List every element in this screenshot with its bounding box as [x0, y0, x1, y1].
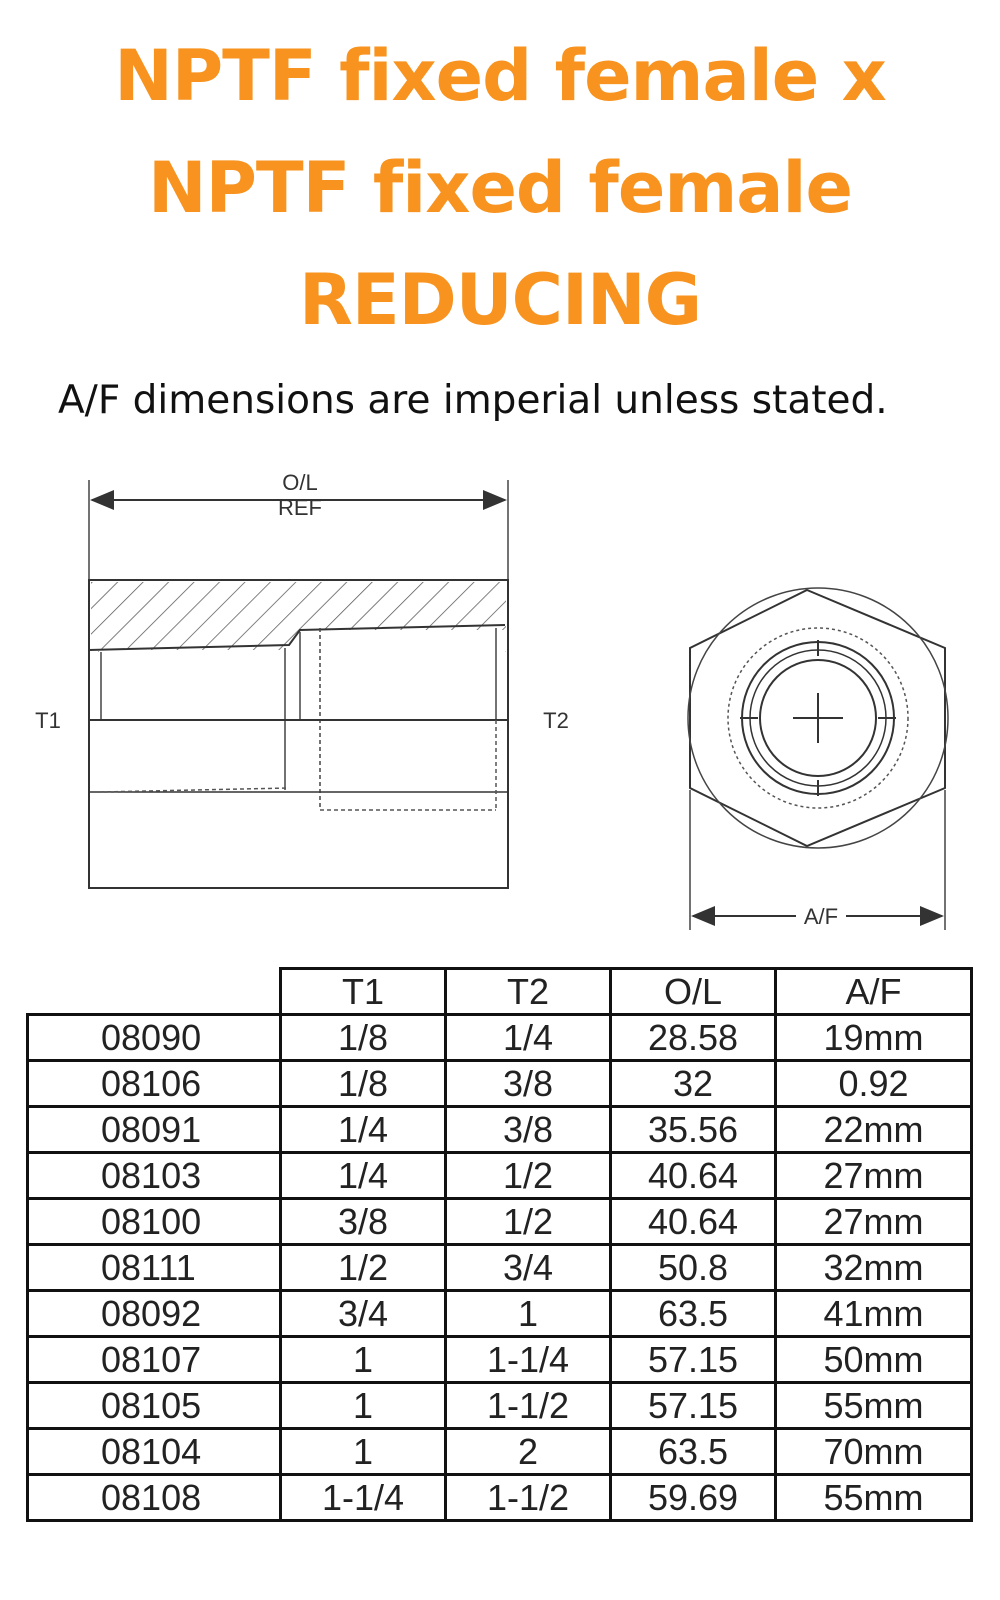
cell-af: 50mm — [776, 1337, 972, 1383]
header-blank — [28, 969, 281, 1015]
cell-af: 32mm — [776, 1245, 972, 1291]
cell-part-number: 08105 — [28, 1383, 281, 1429]
table-row — [28, 1383, 972, 1429]
header-ol: O/L — [611, 969, 776, 1015]
fitting-technical-drawing — [0, 470, 1000, 940]
cell-ol: 28.58 — [611, 1015, 776, 1061]
cell-t1: 1-1/4 — [281, 1475, 446, 1521]
cell-part-number: 08104 — [28, 1429, 281, 1475]
cell-af: 41mm — [776, 1291, 972, 1337]
cell-t2: 1/2 — [446, 1199, 611, 1245]
table-row — [28, 1199, 972, 1245]
cell-af: 27mm — [776, 1199, 972, 1245]
table-row — [28, 1291, 972, 1337]
cell-part-number: 08103 — [28, 1153, 281, 1199]
table-row — [28, 1475, 972, 1521]
cell-t1: 1 — [281, 1337, 446, 1383]
cell-t2: 3/8 — [446, 1107, 611, 1153]
cell-af: 55mm — [776, 1475, 972, 1521]
page-title — [0, 20, 1000, 356]
cell-part-number: 08100 — [28, 1199, 281, 1245]
title-line-1: NPTF fixed female x — [114, 35, 886, 117]
cell-ol: 40.64 — [611, 1153, 776, 1199]
cell-part-number: 08107 — [28, 1337, 281, 1383]
cell-t2: 2 — [446, 1429, 611, 1475]
cell-af: 22mm — [776, 1107, 972, 1153]
subtitle: A/F dimensions are imperial unless stated. — [58, 378, 888, 423]
cell-t2: 1-1/2 — [446, 1383, 611, 1429]
title-line-2: NPTF fixed female — [148, 147, 852, 229]
side-view — [35, 470, 569, 888]
cell-ol: 63.5 — [611, 1291, 776, 1337]
cell-part-number: 08106 — [28, 1061, 281, 1107]
t1-label: T1 — [35, 708, 61, 733]
t2-label: T2 — [543, 708, 569, 733]
af-label: A/F — [803, 904, 839, 929]
cell-ol: 40.64 — [611, 1199, 776, 1245]
cell-ol: 35.56 — [611, 1107, 776, 1153]
cell-ol: 32 — [611, 1061, 776, 1107]
cell-t2: 1/2 — [446, 1153, 611, 1199]
cell-t2: 1-1/2 — [446, 1475, 611, 1521]
cell-t2: 1-1/4 — [446, 1337, 611, 1383]
cell-ol: 59.69 — [611, 1475, 776, 1521]
cell-part-number: 08111 — [28, 1245, 281, 1291]
cell-af: 0.92 — [776, 1061, 972, 1107]
cell-ol: 50.8 — [611, 1245, 776, 1291]
table-header-row — [28, 969, 972, 1015]
cell-t2: 3/8 — [446, 1061, 611, 1107]
cell-af: 55mm — [776, 1383, 972, 1429]
cell-part-number: 08108 — [28, 1475, 281, 1521]
table-row — [28, 1245, 972, 1291]
cell-af: 19mm — [776, 1015, 972, 1061]
ol-label-line1: O/L — [282, 470, 318, 495]
ol-label-line2: REF — [278, 495, 322, 520]
end-view — [688, 588, 948, 930]
header-t1: T1 — [281, 969, 446, 1015]
cell-t2: 1/4 — [446, 1015, 611, 1061]
cell-ol: 63.5 — [611, 1429, 776, 1475]
cell-t1: 1/4 — [281, 1107, 446, 1153]
cell-t1: 1 — [281, 1383, 446, 1429]
header-t2: T2 — [446, 969, 611, 1015]
cell-t1: 3/8 — [281, 1199, 446, 1245]
dimensions-table — [26, 967, 973, 1522]
table-row — [28, 1429, 972, 1475]
cell-t1: 1/8 — [281, 1061, 446, 1107]
header-af: A/F — [776, 969, 972, 1015]
cell-af: 27mm — [776, 1153, 972, 1199]
cell-t1: 1 — [281, 1429, 446, 1475]
cell-part-number: 08092 — [28, 1291, 281, 1337]
table-row — [28, 1015, 972, 1061]
table-row — [28, 1153, 972, 1199]
cell-t1: 1/8 — [281, 1015, 446, 1061]
cell-part-number: 08091 — [28, 1107, 281, 1153]
cell-ol: 57.15 — [611, 1383, 776, 1429]
cell-af: 70mm — [776, 1429, 972, 1475]
table-row — [28, 1337, 972, 1383]
table-row — [28, 1061, 972, 1107]
cell-t2: 3/4 — [446, 1245, 611, 1291]
cell-t2: 1 — [446, 1291, 611, 1337]
table-row — [28, 1107, 972, 1153]
title-line-3: REDUCING — [298, 259, 702, 341]
cell-part-number: 08090 — [28, 1015, 281, 1061]
cell-ol: 57.15 — [611, 1337, 776, 1383]
cell-t1: 3/4 — [281, 1291, 446, 1337]
cell-t1: 1/2 — [281, 1245, 446, 1291]
cell-t1: 1/4 — [281, 1153, 446, 1199]
